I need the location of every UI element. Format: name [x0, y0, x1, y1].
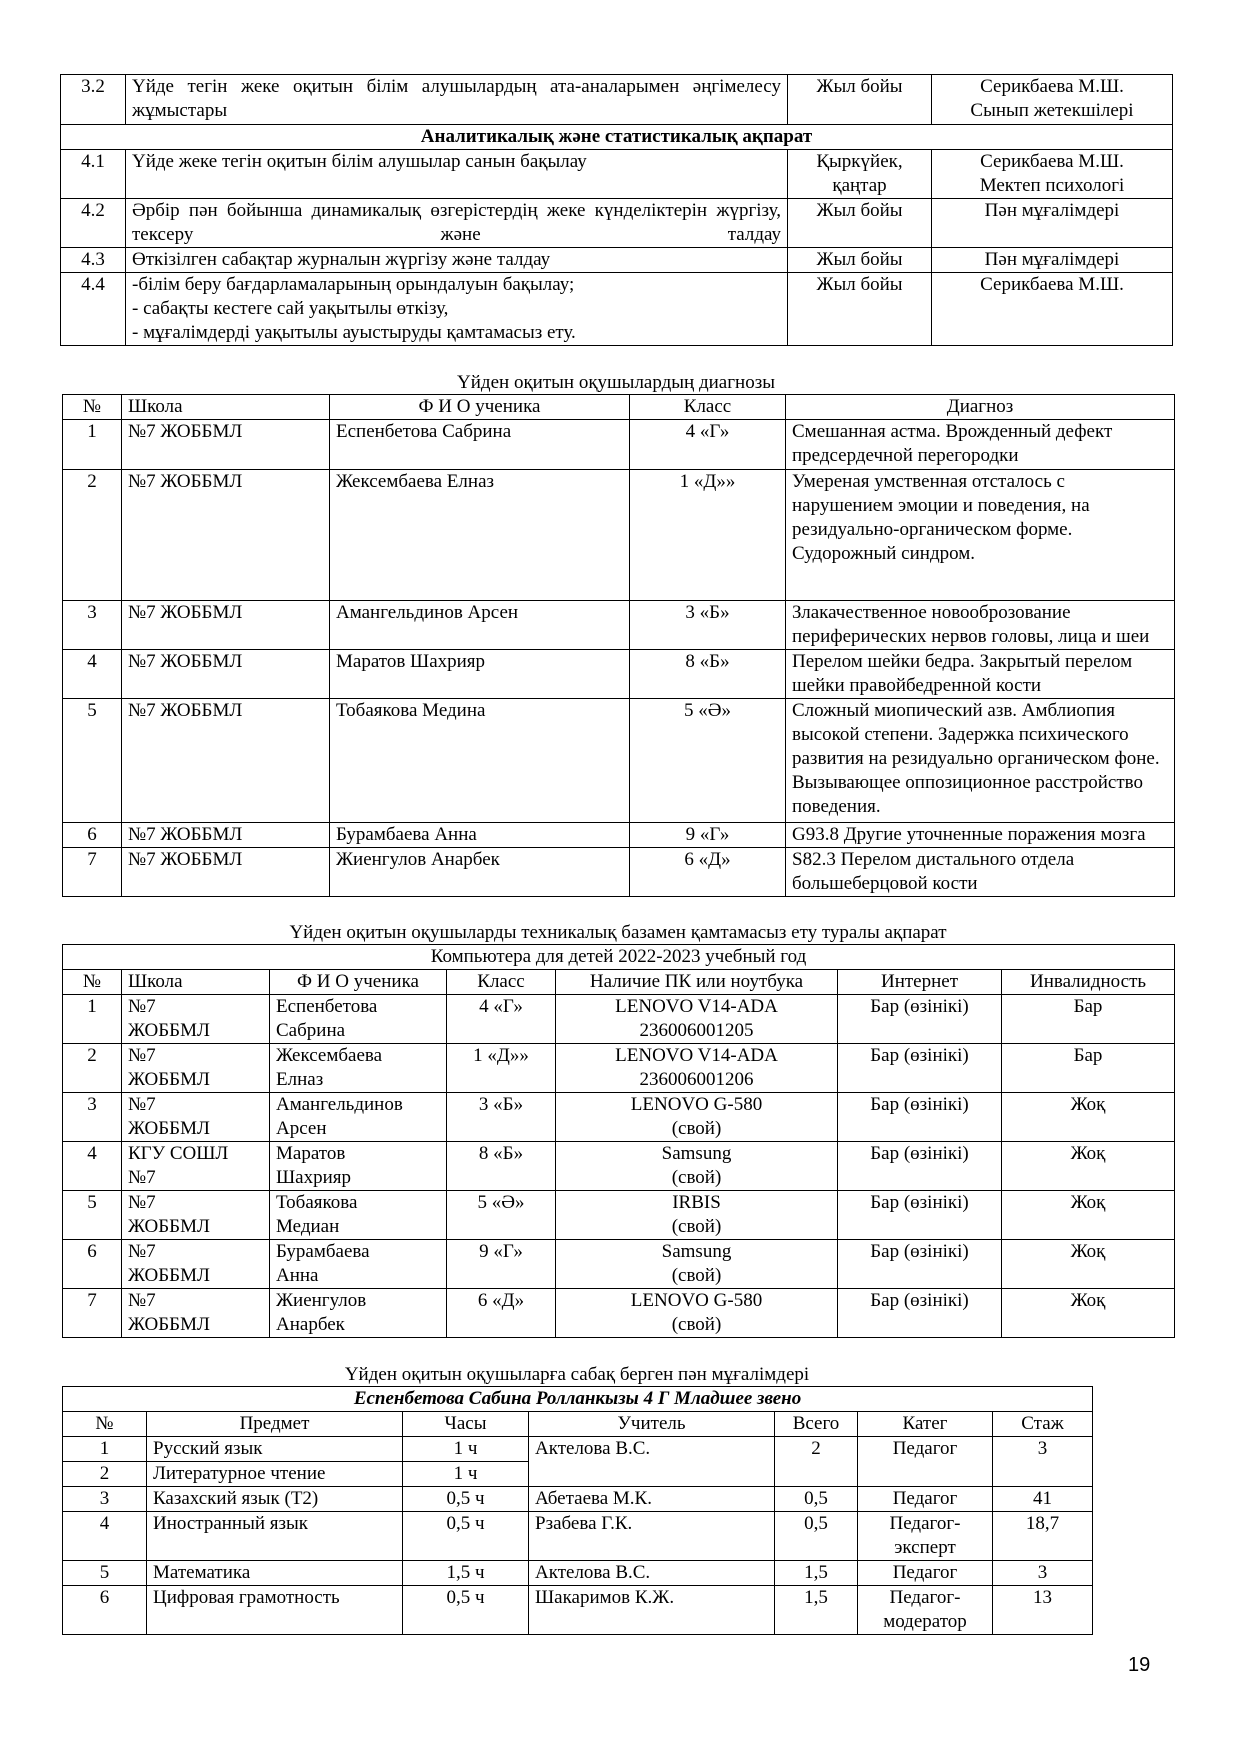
table-row [61, 248, 1173, 273]
diagnosis-cell: Сложный миопический азв. Амблиопия высокой степени. Задержка психического развития на резидуально органическом фоне. Вызывающее оппозиционное расстройство поведения. [786, 699, 1175, 823]
diagnosis-cell: Умереная умственная отсталось с нарушением эмоции и поведения, на резидуально-органическом форме. Судорожный синдром. [786, 470, 1175, 601]
device-cell: LENOVO V14-ADA 236006001206 [556, 1044, 838, 1093]
disability-cell: Жоқ [1002, 1142, 1175, 1191]
class-cell: 4 «Г» [447, 995, 556, 1044]
row-number: 6 [63, 1240, 122, 1289]
term-cell: Қыркүйек, қаңтар [788, 150, 932, 199]
row-number: 6 [63, 1586, 147, 1635]
table-row [61, 199, 1173, 248]
term-cell: Жыл бойы [788, 75, 932, 125]
diagnosis-table [62, 394, 1175, 897]
school-cell: №7 ЖОББМЛ [122, 650, 330, 699]
class-cell: 9 «Г» [447, 1240, 556, 1289]
disability-cell: Бар [1002, 1044, 1175, 1093]
class-cell: 3 «Б» [630, 601, 786, 650]
table-subheader: Компьютера для детей 2022-2023 учебный год [63, 945, 1175, 970]
table-row [63, 699, 1175, 823]
school-cell: №7 ЖОББМЛ [122, 601, 330, 650]
category-cell: Педагог- эксперт [858, 1512, 993, 1561]
class-cell: 1 «Д»» [630, 470, 786, 601]
tech-table [62, 944, 1175, 1338]
diagnosis-cell: Смешанная астма. Врожденный дефект предсердечной перегородки [786, 420, 1175, 470]
responsible-cell: Серикбаева М.Ш. [932, 273, 1173, 346]
column-header: Учитель [529, 1412, 775, 1437]
table-header-row [63, 395, 1175, 420]
column-header: № [63, 970, 122, 995]
device-cell: Samsung (свой) [556, 1240, 838, 1289]
row-number: 5 [63, 1561, 147, 1586]
total-cell: 1,5 [775, 1561, 858, 1586]
column-header: Школа [122, 970, 270, 995]
responsible-cell: Серикбаева М.Ш. Сынып жетекшілері [932, 75, 1173, 125]
row-number: 4.3 [61, 248, 126, 273]
activity-cell: Үйде тегін жеке оқитын білім алушылардың ата-аналарымен әңгімелесу жұмыстары [126, 75, 788, 125]
subject-cell: Литературное чтение [147, 1462, 403, 1487]
row-number: 1 [63, 420, 122, 470]
hours-cell: 0,5 ч [403, 1586, 529, 1635]
total-cell: 0,5 [775, 1487, 858, 1512]
class-cell: 4 «Г» [630, 420, 786, 470]
disability-cell: Жоқ [1002, 1289, 1175, 1338]
internet-cell: Бар (өзінікі) [838, 1044, 1002, 1093]
column-header: Стаж [993, 1412, 1093, 1437]
student-name-cell: Жексембаева Елназ [270, 1044, 447, 1093]
teacher-cell: Актелова В.С. [529, 1437, 775, 1487]
diagnosis-cell: Злакачественное новооброзование периферических нервов головы, лица и шеи [786, 601, 1175, 650]
hours-cell: 1 ч [403, 1462, 529, 1487]
student-name-cell: Амангельдинов Арсен [330, 601, 630, 650]
row-number: 3.2 [61, 75, 126, 125]
subject-cell: Математика [147, 1561, 403, 1586]
responsible-cell: Серикбаева М.Ш. Мектеп психологі [932, 150, 1173, 199]
column-header: Часы [403, 1412, 529, 1437]
column-header: Всего [775, 1412, 858, 1437]
student-name-cell: Маратов Шахрияр [330, 650, 630, 699]
row-number: 2 [63, 470, 122, 601]
device-cell: IRBIS (свой) [556, 1191, 838, 1240]
device-cell: LENOVO G-580 (свой) [556, 1093, 838, 1142]
school-cell: №7 ЖОББМЛ [122, 823, 330, 848]
row-number: 4.1 [61, 150, 126, 199]
student-name-cell: Жиенгулов Анарбек [330, 848, 630, 897]
row-number: 4 [63, 650, 122, 699]
school-cell: №7 ЖОББМЛ [122, 699, 330, 823]
subject-cell: Русский язык [147, 1437, 403, 1462]
plan-table [60, 74, 1173, 346]
diagnosis-caption: Үйден оқитын оқушылардың диагнозы [457, 372, 775, 393]
column-header: Диагноз [786, 395, 1175, 420]
student-name-cell: Тобаякова Медиан [270, 1191, 447, 1240]
student-name-cell: Тобаякова Медина [330, 699, 630, 823]
responsible-cell: Пән мұғалімдері [932, 199, 1173, 248]
column-header: Интернет [838, 970, 1002, 995]
school-cell: КГУ СОШЛ №7 [122, 1142, 270, 1191]
row-number: 3 [63, 1093, 122, 1142]
table-row [63, 1561, 1093, 1586]
table-row [61, 75, 1173, 125]
category-cell: Педагог [858, 1561, 993, 1586]
row-number: 2 [63, 1462, 147, 1487]
row-number: 7 [63, 1289, 122, 1338]
term-cell: Жыл бойы [788, 199, 932, 248]
teachers-caption: Үйден оқитын оқушыларға сабақ берген пән мұғалімдері [344, 1364, 810, 1385]
hours-cell: 1 ч [403, 1437, 529, 1462]
class-cell: 6 «Д» [630, 848, 786, 897]
section-title: Аналитикалық және статистикалық ақпарат [61, 125, 1173, 150]
category-cell: Педагог [858, 1487, 993, 1512]
school-cell: №7 ЖОББМЛ [122, 995, 270, 1044]
row-number: 2 [63, 1044, 122, 1093]
term-cell: Жыл бойы [788, 273, 932, 346]
experience-cell: 18,7 [993, 1512, 1093, 1561]
experience-cell: 41 [993, 1487, 1093, 1512]
experience-cell: 3 [993, 1437, 1093, 1487]
teacher-cell: Шакаримов К.Ж. [529, 1586, 775, 1635]
teacher-cell: Актелова В.С. [529, 1561, 775, 1586]
student-name-cell: Бурамбаева Анна [330, 823, 630, 848]
device-cell: Samsung (свой) [556, 1142, 838, 1191]
table-row [63, 470, 1175, 601]
table-header-row [63, 970, 1175, 995]
subject-cell: Иностранный язык [147, 1512, 403, 1561]
table-row [63, 1487, 1093, 1512]
section-header-row [61, 125, 1173, 150]
category-cell: Педагог [858, 1437, 993, 1487]
column-header: № [63, 395, 122, 420]
student-name-cell: Маратов Шахрияр [270, 1142, 447, 1191]
row-number: 1 [63, 995, 122, 1044]
internet-cell: Бар (өзінікі) [838, 1289, 1002, 1338]
student-subheader: Еспенбетова Сабина Ролланкызы 4 Г Младшее звено [63, 1387, 1093, 1412]
class-cell: 9 «Г» [630, 823, 786, 848]
term-cell: Жыл бойы [788, 248, 932, 273]
class-cell: 5 «Ә» [447, 1191, 556, 1240]
table-row [63, 1289, 1175, 1338]
activity-cell: Әрбір пән бойынша динамикалық өзгерістердің жеке күнделіктерін жүргізу, тексеру және талдау [126, 199, 788, 248]
column-header: Катег [858, 1412, 993, 1437]
column-header: Класс [630, 395, 786, 420]
device-cell: LENOVO G-580 (свой) [556, 1289, 838, 1338]
column-header: Ф И О ученика [270, 970, 447, 995]
student-name-cell: Еспенбетова Сабрина [330, 420, 630, 470]
hours-cell: 0,5 ч [403, 1512, 529, 1561]
table-row [63, 1240, 1175, 1289]
school-cell: №7 ЖОББМЛ [122, 1093, 270, 1142]
tech-caption: Үйден оқитын оқушыларды техникалық базамен қамтамасыз ету туралы ақпарат [289, 922, 947, 943]
table-row [63, 1512, 1093, 1561]
disability-cell: Жоқ [1002, 1093, 1175, 1142]
table-row [61, 150, 1173, 199]
class-cell: 8 «Б» [447, 1142, 556, 1191]
table-header-row [63, 1412, 1093, 1437]
table-row [63, 823, 1175, 848]
table-row [61, 273, 1173, 346]
column-header: Ф И О ученика [330, 395, 630, 420]
page-number: 19 [1128, 1654, 1151, 1676]
total-cell: 2 [775, 1437, 858, 1487]
teachers-table [62, 1386, 1093, 1635]
row-number: 6 [63, 823, 122, 848]
subheader-row [63, 1387, 1093, 1412]
row-number: 4 [63, 1142, 122, 1191]
school-cell: №7 ЖОББМЛ [122, 1240, 270, 1289]
column-header: Инвалидность [1002, 970, 1175, 995]
table-row [63, 1044, 1175, 1093]
class-cell: 5 «Ә» [630, 699, 786, 823]
column-header: Класс [447, 970, 556, 995]
student-name-cell: Жексембаева Елназ [330, 470, 630, 601]
row-number: 7 [63, 848, 122, 897]
internet-cell: Бар (өзінікі) [838, 1093, 1002, 1142]
school-cell: №7 ЖОББМЛ [122, 848, 330, 897]
class-cell: 8 «Б» [630, 650, 786, 699]
school-cell: №7 ЖОББМЛ [122, 470, 330, 601]
subheader-row [63, 945, 1175, 970]
class-cell: 1 «Д»» [447, 1044, 556, 1093]
experience-cell: 13 [993, 1586, 1093, 1635]
disability-cell: Жоқ [1002, 1191, 1175, 1240]
table-row [63, 1191, 1175, 1240]
row-number: 3 [63, 601, 122, 650]
row-number: 4.2 [61, 199, 126, 248]
table-row [63, 1142, 1175, 1191]
internet-cell: Бар (өзінікі) [838, 1191, 1002, 1240]
class-cell: 3 «Б» [447, 1093, 556, 1142]
teacher-cell: Абетаева М.К. [529, 1487, 775, 1512]
table-row [63, 1586, 1093, 1635]
row-number: 4 [63, 1512, 147, 1561]
student-name-cell: Бурамбаева Анна [270, 1240, 447, 1289]
row-number: 5 [63, 699, 122, 823]
school-cell: №7 ЖОББМЛ [122, 1044, 270, 1093]
subject-cell: Цифровая грамотность [147, 1586, 403, 1635]
column-header: Предмет [147, 1412, 403, 1437]
school-cell: №7 ЖОББМЛ [122, 420, 330, 470]
internet-cell: Бар (өзінікі) [838, 995, 1002, 1044]
school-cell: №7 ЖОББМЛ [122, 1289, 270, 1338]
activity-cell: Үйде жеке тегін оқитын білім алушылар санын бақылау [126, 150, 788, 199]
diagnosis-cell: Перелом шейки бедра. Закрытый перелом шейки правойбедренной кости [786, 650, 1175, 699]
subject-cell: Казахский язык (Т2) [147, 1487, 403, 1512]
diagnosis-cell: S82.3 Перелом дистального отдела большеберцовой кости [786, 848, 1175, 897]
table-row [63, 601, 1175, 650]
activity-cell: Өткізілген сабақтар журналын жүргізу және талдау [126, 248, 788, 273]
student-name-cell: Жиенгулов Анарбек [270, 1289, 447, 1338]
table-row [63, 995, 1175, 1044]
row-number: 1 [63, 1437, 147, 1462]
student-name-cell: Амангельдинов Арсен [270, 1093, 447, 1142]
table-row [63, 1437, 1093, 1462]
table-row [63, 650, 1175, 699]
total-cell: 0,5 [775, 1512, 858, 1561]
internet-cell: Бар (өзінікі) [838, 1240, 1002, 1289]
device-cell: LENOVO V14-ADA 236006001205 [556, 995, 838, 1044]
column-header: Наличие ПК или ноутбука [556, 970, 838, 995]
student-name-cell: Еспенбетова Сабрина [270, 995, 447, 1044]
column-header: Школа [122, 395, 330, 420]
table-row [63, 420, 1175, 470]
table-row [63, 1093, 1175, 1142]
teacher-cell: Рзабева Г.К. [529, 1512, 775, 1561]
diagnosis-cell: G93.8 Другие уточненные поражения мозга [786, 823, 1175, 848]
category-cell: Педагог- модератор [858, 1586, 993, 1635]
column-header: № [63, 1412, 147, 1437]
disability-cell: Жоқ [1002, 1240, 1175, 1289]
disability-cell: Бар [1002, 995, 1175, 1044]
internet-cell: Бар (өзінікі) [838, 1142, 1002, 1191]
table-row [63, 848, 1175, 897]
responsible-cell: Пән мұғалімдері [932, 248, 1173, 273]
total-cell: 1,5 [775, 1586, 858, 1635]
row-number: 5 [63, 1191, 122, 1240]
hours-cell: 0,5 ч [403, 1487, 529, 1512]
class-cell: 6 «Д» [447, 1289, 556, 1338]
hours-cell: 1,5 ч [403, 1561, 529, 1586]
school-cell: №7 ЖОББМЛ [122, 1191, 270, 1240]
experience-cell: 3 [993, 1561, 1093, 1586]
row-number: 3 [63, 1487, 147, 1512]
activity-cell: -білім беру бағдарламаларының орындалуын бақылау; - сабақты кестеге сай уақытылы өткізу, - мұғалімдерді уақытылы ауыстыруды қамтамасыз ету. [126, 273, 788, 346]
row-number: 4.4 [61, 273, 126, 346]
